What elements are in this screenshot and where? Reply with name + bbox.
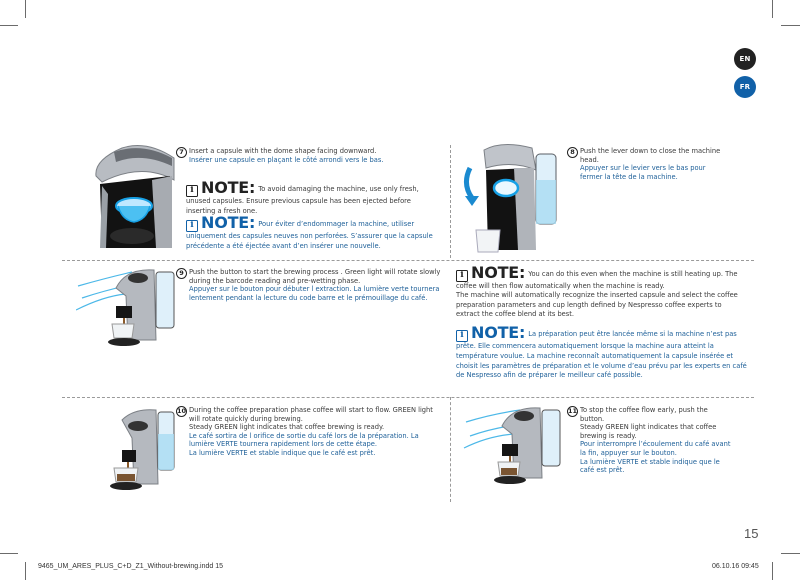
step-11-french: Pour interrompre l’écoulement du café avant la fin, appuyer sur le bouton. [580, 440, 731, 457]
crop-mark [0, 553, 18, 554]
crop-mark [0, 25, 18, 26]
crop-mark [25, 562, 26, 580]
step-10-french: La lumière VERTE et stable indique que le café est prêt. [189, 448, 376, 457]
crop-mark [781, 25, 800, 26]
step-number-badge: 7 [176, 147, 187, 158]
step-10-english: During the coffee preparation phase coffee will start to flow. GREEN light will rotate quickly during brewing. [189, 406, 433, 423]
step-11-english: Steady GREEN light indicates that coffee brewing is ready. [580, 423, 717, 440]
note-label: NOTE: [201, 178, 256, 197]
step-8-french: Appuyer sur le levier vers le bas pour fermer la tête de la machine. [580, 164, 706, 181]
step-number-badge: 10 [176, 407, 187, 416]
language-badge-en: EN [734, 48, 756, 70]
crop-mark [772, 0, 773, 18]
step-9-english: Push the button to start the brewing process . Green light will rotate slowly during the barcode reading and pre-wetting phase. [189, 268, 441, 285]
step-number-badge: 11 [567, 407, 578, 416]
crop-mark [772, 562, 773, 580]
info-icon: i [456, 330, 468, 342]
column-divider [450, 145, 451, 258]
column-divider [450, 397, 451, 502]
note-step-9-french [456, 325, 748, 381]
step-9 [176, 268, 444, 302]
step-7 [176, 147, 438, 164]
row-divider [62, 397, 754, 398]
note-text: To avoid damaging the machine, use only fresh, unused capsules. Ensure previous capsule has been ejected before inserting a fresh one. [186, 185, 419, 215]
coffee-flow-illustration [100, 404, 176, 490]
footer-timestamp: 06.10.16 09:45 [712, 563, 759, 570]
step-8 [567, 147, 727, 181]
push-button-illustration [76, 266, 176, 348]
language-badge-fr: FR [734, 76, 756, 98]
info-icon: i [186, 220, 198, 232]
note-text: The machine will automatically recognize the inserted capsule and select the coffee preparation parameters and cup length defined by Nespresso coffee experts to extract the coffee blend at its best. [456, 291, 738, 318]
stop-flow-illustration [462, 404, 562, 488]
info-icon: i [456, 270, 468, 282]
note-step-7-french [186, 215, 440, 251]
step-7-english: Insert a capsule with the dome shape facing downward. [189, 147, 377, 155]
note-text: Pour éviter d’endommager la machine, utiliser uniquement des capsules neuves non perforées. S’assurer que la capsule précédente a été éjectée avant d’en insérer une nouvelle. [186, 220, 433, 250]
capsule-insert-illustration [92, 140, 178, 250]
note-text: You can do this even when the machine is still heating up. The coffee will then flow automatically when the machine is ready. [456, 270, 738, 290]
step-11-english: To stop the coffee flow early, push the button. [580, 406, 708, 423]
step-10-english: Steady GREEN light indicates that coffee brewing is ready. [189, 423, 385, 432]
note-step-7-english [186, 180, 438, 216]
note-step-9-english [456, 265, 746, 319]
crop-mark [781, 553, 800, 554]
step-7-french: Insérer une capsule en plaçant le côté arrondi vers le bas. [189, 155, 384, 164]
step-number-badge: 9 [176, 268, 187, 279]
step-10-french: Le café sortira de l orifice de sortie du café lors de la préparation. La lumière VERTE tournera rapidement lors de cette étape. [189, 431, 419, 449]
row-divider [62, 260, 754, 261]
crop-mark [25, 0, 26, 18]
footer-file-name: 9465_UM_ARES_PLUS_C+D_Z1_Without-brewing.indd 15 [38, 563, 224, 570]
info-icon: i [186, 185, 198, 197]
step-11-french: La lumière VERTE et stable indique que le café est prêt. [580, 457, 720, 475]
note-label: NOTE: [471, 263, 526, 282]
page-number: 15 [744, 526, 759, 541]
close-lever-illustration [462, 140, 562, 254]
note-text: La préparation peut être lancée même si la machine n’est pas prête. Elle commencera automatiquement lorsque la machine aura atteint la température voulue. La machine reconnaît automatiquement la capsule insérée et choisit les paramètres de préparation et le volume d’eau prévu par les experts en café de Nespresso afin de préparer le meilleur café possible. [456, 330, 747, 380]
note-label: NOTE: [201, 213, 256, 232]
step-number-badge: 8 [567, 147, 578, 158]
step-11 [567, 406, 731, 475]
step-9-french: Appuyer sur le bouton pour débuter l extraction. La lumière verte tournera lentement pendant la lecture du code barre et le prémouillage du café. [189, 285, 440, 302]
step-10 [176, 406, 438, 458]
step-8-english: Push the lever down to close the machine head. [580, 147, 721, 164]
note-label: NOTE: [471, 323, 526, 342]
